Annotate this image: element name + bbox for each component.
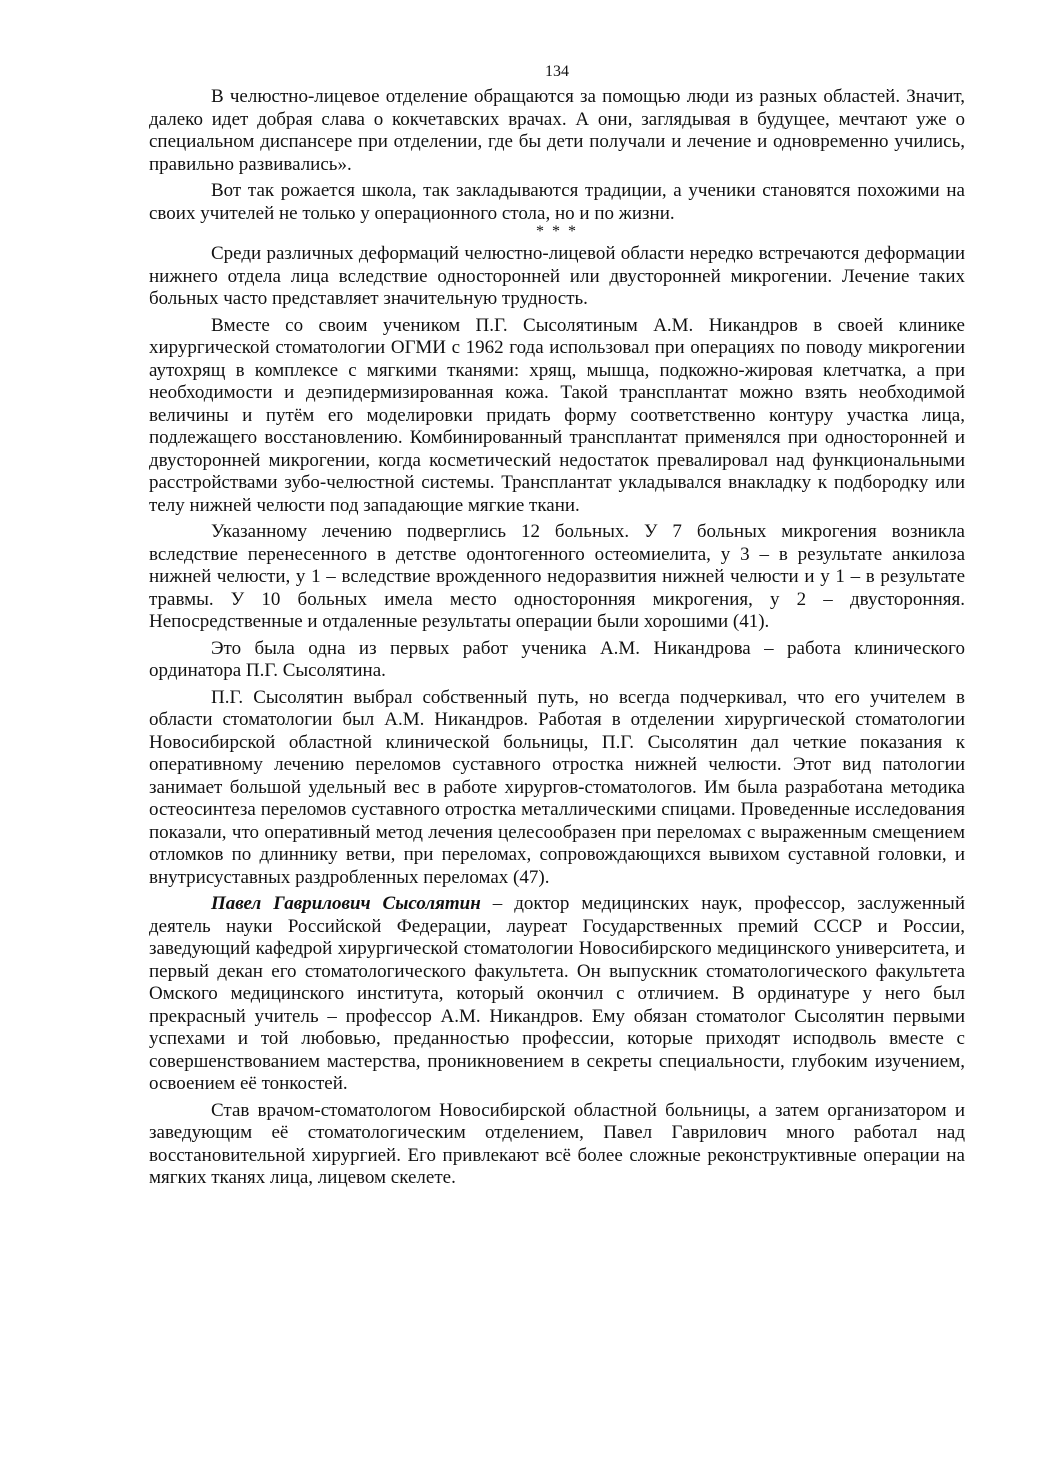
paragraph-4: Вместе со своим учеником П.Г. Сысолятиным А.М. Никандров в своей клинике хирургической стоматологии ОГМИ с 1962 года использовал при операциях по поводу микрогении аутохрящ в комплексе с мягкими тканями: хрящ, мышца, подкожно-жировая клетчатка, а при необходимости и деэпидермизированная кожа. Такой трансплантат можно взять необходимой величины и путём его моделировки придать форму соответственно контуру участка лица, подлежащего восстановлению. Комбинированный трансплантат применялся при односторонней и двусторонней микрогении, когда косметический недостаток превалировал над функциональными расстройствами зубо-челюстной системы. Трансплантат укладывался внакладку к подбородку или телу нижней челюсти под западающие мягкие ткани. (149, 314, 965, 516)
bio-paragraph (149, 893, 965, 1096)
paragraph-5: Указанному лечению подверглись 12 больных. У 7 больных микрогения возникла вследствие перенесенного в детстве одонтогенного остеомиелита, у 3 – в результате анкилоза нижней челюсти, у 1 – вследствие врожденного недоразвития нижней челюсти и у 1 – в результате травмы. У 10 больных имела место односторонняя микрогения, у 2 – двусторонняя. Непосредственные и отдаленные результаты операции были хорошими (41). (149, 521, 965, 632)
paragraph-1: В челюстно-лицевое отделение обращаются за помощью люди из разных областей. Значит, далеко идет добрая слава о кокчетавских врачах. А они, заглядывая в будущее, мечтают уже о специальном диспансере при отделении, где бы дети получали и лечение и одновременно учились, правильно развивались». (149, 86, 965, 175)
paragraph-2: Вот так рожается школа, так закладываются традиции, а ученики становятся похожими на своих учителей не только у операционного стола, но и по жизни. (149, 180, 965, 224)
bio-name: Павел Гаврилович Сысолятин (211, 893, 481, 914)
paragraph-3: Среди различных деформаций челюстно-лицевой области нередко встречаются деформации нижнего отдела лица вследствие односторонней или двусторонней микрогении. Лечение таких больных часто представляет значительную трудность. (149, 243, 965, 309)
document-page (149, 60, 965, 1190)
paragraph-6: Это была одна из первых работ ученика А.М. Никандрова – работа клинического ординатора П.Г. Сысолятина. (149, 637, 965, 681)
paragraph-7: П.Г. Сысолятин выбрал собственный путь, но всегда подчеркивал, что его учителем в области стоматологии был А.М. Никандров. Работая в отделении хирургической стоматологии Новосибирской областной клинической больницы, П.Г. Сысолятин дал четкие показания к оперативному лечению переломов суставного отростка нижней челюсти. Этот вид патологии занимает большой удельный вес в работе хирургов-стоматологов. Им была разработана методика остеосинтеза переломов суставного отростка металлическими спицами. Проведенные исследования показали, что оперативный метод лечения целесообразен при переломах с выраженным смещением отломков по длиннику ветви, при переломах, сопровождающихся вывихом суставной головки, и внутрисуставных раздробленных переломах (47). (149, 686, 965, 888)
final-paragraph: Став врачом-стоматологом Новосибирской областной больницы, а затем организатором и заведующим её стоматологическим отделением, Павел Гаврилович много работал над восстановительной хирургией. Его привлекают всё более сложные реконструктивные операции на мягких тканях лица, лицевом скелете. (149, 1099, 965, 1188)
bio-text: – доктор медицинских наук, профессор, заслуженный деятель науки Российской Федерации, лауреат Государственных премий СССР и России, заведующий кафедрой хирургической стоматологии Новосибирского медицинского университета, и первый декан его стоматологического факультета. Он выпускник стоматологического факультета Омского медицинского института, который окончил с отличием. В ординатуре у него был прекрасный учитель – профессор А.М. Никандров. Ему обязан стоматолог Сысолятин первыми успехами и той любовью, преданностью профессии, которые приходят исподволь вместе с совершенствованием мастерства, проникновением в секреты специальности, глубоким изучением, освоением её тонкостей. (149, 893, 965, 1094)
page-number: 134 (545, 63, 569, 80)
section-separator: * * * (536, 223, 578, 240)
